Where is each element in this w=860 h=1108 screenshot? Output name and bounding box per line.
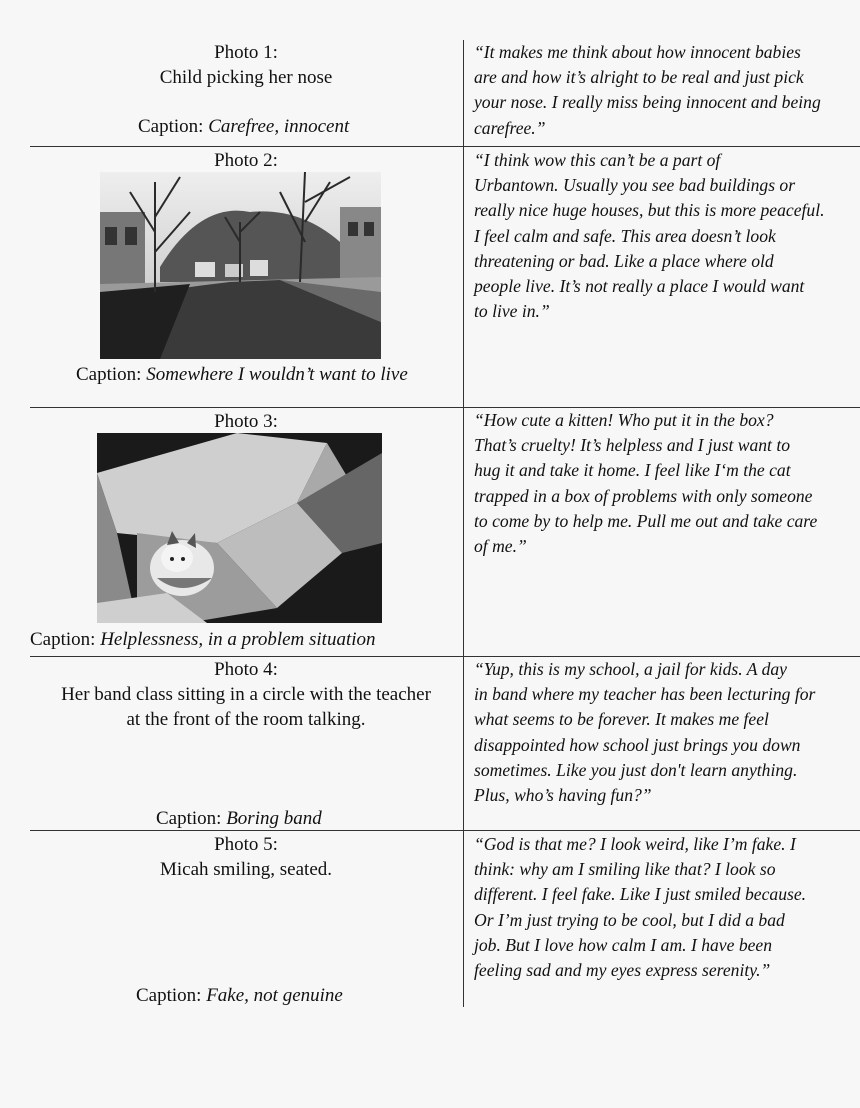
quote-line: to live in.” [474, 301, 550, 322]
caption-label: Caption: [30, 629, 96, 650]
caption-label: Caption: [136, 985, 202, 1006]
photo-4-title: Photo 4: [214, 659, 278, 680]
caption-text: Carefree, innocent [208, 116, 350, 137]
photo-5-description: Micah smiling, seated. [159, 859, 333, 880]
row-divider [30, 146, 860, 147]
photo-1-caption [138, 114, 349, 139]
column-divider [463, 40, 464, 1007]
quote-line: Plus, who’s having fun?” [474, 785, 652, 806]
quote-line: feeling sad and my eyes express serenity.” [474, 960, 771, 981]
quote-line: really nice huge houses, but this is more peaceful. [474, 200, 825, 221]
photo-5-caption [136, 983, 343, 1008]
photo-3-info [30, 409, 462, 434]
quote-line: of me.” [474, 536, 527, 557]
photo-4-description: Her band class sitting in a circle with the teacher [61, 684, 431, 705]
photo-4-caption [156, 806, 322, 831]
caption-label: Caption: [76, 364, 142, 385]
quote-line: Urbantown. Usually you see bad buildings or [474, 175, 796, 196]
quote-line: “I think wow this can’t be a part of [474, 150, 721, 170]
quote-line: are and how it’s alright to be real and just pick [474, 67, 804, 88]
quote-line: what seems to be forever. It makes me feel [474, 709, 769, 730]
quote-line: your nose. I really miss being innocent and being [474, 92, 821, 113]
quote-line: That’s cruelty! It’s helpless and I just want to [474, 435, 791, 456]
photo-3-caption [30, 627, 376, 652]
quote-line: Or I’m just trying to be cool, but I did a bad [474, 909, 785, 930]
photo-4-description: at the front of the room talking. [126, 709, 366, 730]
row-divider [30, 830, 860, 831]
photo-4-quote [474, 657, 858, 808]
caption-label: Caption: [156, 808, 222, 829]
quote-line: to come by to help me. Pull me out and take care [474, 510, 818, 531]
quote-line: “God is that me? I look weird, like I’m fake. I [474, 834, 796, 854]
quote-line: think: why am I smiling like that? I look so [474, 859, 776, 880]
caption-text: Boring band [226, 808, 322, 829]
photo-1-description: Child picking her nose [159, 67, 333, 88]
quote-line: people live. It’s not really a place I would want [474, 276, 805, 297]
photo-1-info [30, 40, 462, 90]
caption-text: Fake, not genuine [206, 985, 343, 1006]
photo-2-quote [474, 148, 858, 324]
photo-2-caption [76, 362, 408, 387]
quote-line: different. I feel fake. Like I just smiled because. [474, 884, 807, 905]
quote-line: job. But I love how calm I am. I have been [474, 934, 773, 955]
quote-line: trapped in a box of problems with only someone [474, 485, 813, 506]
quote-line: hug it and take it home. I feel like I‘m the cat [474, 460, 791, 481]
photo-5-quote [474, 832, 858, 983]
quote-line: in band where my teacher has been lecturing for [474, 684, 816, 705]
caption-label: Caption: [138, 116, 204, 137]
photo-2-info [30, 148, 462, 173]
photo-2-title: Photo 2: [214, 150, 278, 171]
photo-4-info [30, 657, 462, 732]
photo-1-quote [474, 40, 858, 141]
photo-5-title: Photo 5: [214, 834, 278, 855]
quote-line: “How cute a kitten! Who put it in the box? [474, 410, 774, 430]
street-scene-photo [100, 172, 381, 359]
photo-1-title: Photo 1: [214, 42, 278, 63]
quote-line: disappointed how school just brings you down [474, 734, 801, 755]
photo-5-info [30, 832, 462, 882]
caption-text: Helplessness, in a problem situation [100, 629, 376, 650]
quote-line: “Yup, this is my school, a jail for kids. A day [474, 659, 787, 679]
quote-line: “It makes me think about how innocent babies [474, 42, 801, 62]
quote-line: sometimes. Like you just don't learn anything. [474, 759, 798, 780]
photo-3-title: Photo 3: [214, 411, 278, 432]
quote-line: threatening or bad. Like a place where old [474, 250, 774, 271]
photo-3-quote [474, 408, 858, 559]
quote-line: carefree.” [474, 117, 546, 138]
quote-line: I feel calm and safe. This area doesn’t look [474, 225, 776, 246]
kitten-in-box-photo [97, 433, 382, 623]
caption-text: Somewhere I wouldn’t want to live [146, 364, 408, 385]
